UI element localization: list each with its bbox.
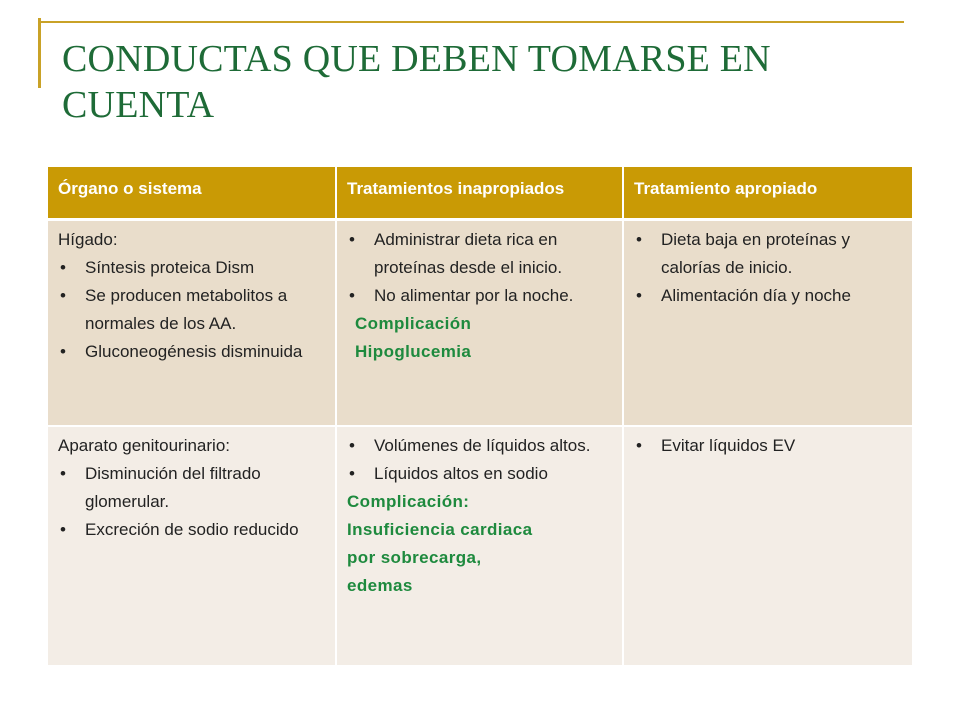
list-item: • Excreción de sodio reducido <box>58 516 325 544</box>
appropriate-bullet-list <box>634 432 902 460</box>
table-row-genitourinary <box>48 426 912 666</box>
list-item: • Disminución del filtrado glomerular. <box>58 460 325 516</box>
list-item: • Volúmenes de líquidos altos. <box>347 432 612 460</box>
cell-appropriate <box>623 219 912 426</box>
cell-organ <box>48 426 336 666</box>
organ-bullet-list <box>58 254 325 366</box>
inappropriate-bullet-list <box>347 432 612 488</box>
complication-label: Complicación: <box>347 492 470 511</box>
complication-label: Complicación <box>355 313 472 333</box>
list-item: • Síntesis proteica Dism <box>58 254 325 282</box>
inappropriate-bullet-list <box>347 226 612 310</box>
table-header-row <box>48 167 912 219</box>
list-item: • No alimentar por la noche. <box>347 282 612 310</box>
table-row-liver <box>48 219 912 426</box>
list-item: • Gluconeogénesis disminuida <box>58 338 325 366</box>
complication-text: por sobrecarga, <box>347 548 482 567</box>
list-item: • Evitar líquidos EV <box>634 432 902 460</box>
cell-inappropriate <box>336 219 623 426</box>
header-appropriate: Tratamiento apropiado <box>623 167 912 219</box>
appropriate-bullet-list <box>634 226 902 310</box>
header-inappropriate: Tratamientos inapropiados <box>336 167 623 219</box>
cell-inappropriate <box>336 426 623 666</box>
header-organ: Órgano o sistema <box>48 167 336 219</box>
list-item: • Administrar dieta rica en proteínas desde el inicio. <box>347 226 612 282</box>
list-item: • Alimentación día y noche <box>634 282 902 310</box>
list-item: • Dieta baja en proteínas y calorías de inicio. <box>634 226 902 282</box>
cell-appropriate <box>623 426 912 666</box>
slide-title: CONDUCTAS QUE DEBEN TOMARSE EN CUENTA <box>62 38 771 126</box>
accent-line-horizontal <box>38 21 904 23</box>
complication-text: edemas <box>347 576 413 595</box>
accent-line-vertical <box>38 18 41 88</box>
list-item: • Se producen metabolitos a normales de los AA. <box>58 282 325 338</box>
cell-organ <box>48 219 336 426</box>
organ-label: Aparato genitourinario: <box>58 436 231 455</box>
complication-text: Hipoglucemia <box>355 341 472 361</box>
organ-label: Hígado: <box>58 229 118 249</box>
list-item: • Líquidos altos en sodio <box>347 460 612 488</box>
organ-bullet-list <box>58 460 325 544</box>
complication-text: Insuficiencia cardiaca <box>347 520 533 539</box>
conduct-table <box>48 167 912 667</box>
